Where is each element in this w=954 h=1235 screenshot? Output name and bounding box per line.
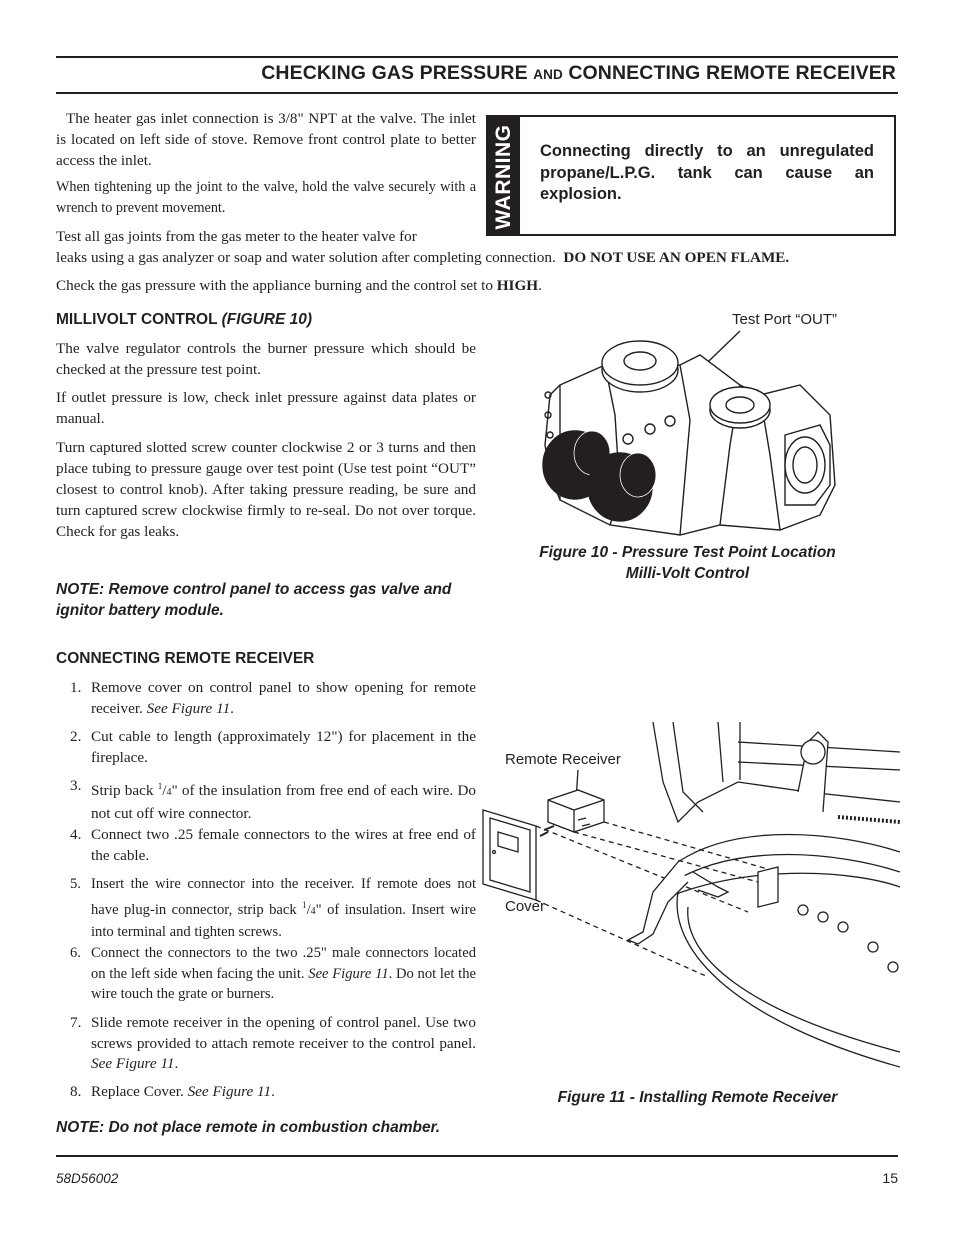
warning-tab [488, 117, 520, 234]
list-item: 6. Connect the connectors to the two .25" male connectors located on the left side when facing the unit. See Figure 11. Do not let the wire touch the grate or burners. [70, 945, 476, 1002]
doc-number: 58D56002 [56, 1171, 119, 1186]
list-item: 4. Connect two .25 female connectors to the wires at free end of the cable. [70, 826, 476, 864]
intro-paragraph-1: The heater gas inlet connection is 3/8" NPT at the valve. The inlet is located on left side of stove. Remove front control plate to better access the inlet. [56, 110, 476, 169]
gas-valve-illustration [530, 325, 870, 540]
list-item: 7. Slide remote receiver in the opening of control panel. Use two screws provided to attach remote receiver to the control panel. See Figure 11. [70, 1014, 476, 1072]
figure10-caption: Figure 10 - Pressure Test Point Location Milli-Volt Control [539, 544, 836, 582]
list-item: 2. Cut cable to length (approximately 12") for placement in the fireplace. [70, 728, 476, 766]
remote-receiver-label: Remote Receiver [505, 751, 621, 768]
list-item: 3. Strip back $^1$/4" of the insulation from free end of each wire. Do not cut off wire connector. [70, 777, 477, 822]
intro-paragraph-3-line1: Test all gas joints from the gas meter to the heater valve for [56, 228, 417, 245]
test-port-label: Test Port “OUT” [732, 311, 838, 328]
list-item: 8. Replace Cover. See Figure 11. [70, 1083, 275, 1100]
page-title: CHECKING GAS PRESSURE AND CONNECTING REMOTE RECEIVER [261, 62, 896, 84]
cover-label: Cover [505, 898, 546, 915]
warning-box [486, 115, 896, 236]
title-rule [56, 92, 898, 94]
stove-illustration [478, 722, 900, 1072]
intro-paragraph-3-line2: leaks using a gas analyzer or soap and water solution after completing connection. DO NOT USE AN OPEN FLAME. [56, 249, 790, 266]
millivolt-heading: MILLIVOLT CONTROL (FIGURE 10) [56, 311, 313, 328]
millivolt-paragraph-1: The valve regulator controls the burner pressure which should be checked at the pressure test point. [56, 340, 476, 378]
warning-label: WARNING [492, 124, 515, 230]
page-number: 15 [882, 1170, 898, 1186]
footer-rule [56, 1155, 898, 1157]
top-rule [56, 56, 898, 58]
millivolt-paragraph-3: Turn captured slotted screw counter clockwise 2 or 3 turns and then place tubing to pressure gauge over test point (Use test point “OUT” closest to control knob). After taking pressure reading, be sure and turn captured screw clockwise firmly to re-seal. Do not over torque. Check for gas leaks. [56, 439, 476, 540]
remote-heading: CONNECTING REMOTE RECEIVER [56, 650, 315, 667]
millivolt-paragraph-2: If outlet pressure is low, check inlet pressure against data plates or manual. [56, 389, 476, 427]
warning-text: Connecting directly to an unregulated propane/L.P.G. tank can cause an explosion. [540, 142, 874, 203]
figure11-caption: Figure 11 - Installing Remote Receiver [557, 1089, 838, 1106]
millivolt-note: NOTE: Remove control panel to access gas valve and ignitor battery module. [56, 581, 452, 619]
remote-note: NOTE: Do not place remote in combustion chamber. [56, 1119, 441, 1136]
list-item: 5. Insert the wire connector into the receiver. If remote does not have plug-in connector, strip back $^1$/4" of insulation. Insert wire into terminal and tighten screws. [70, 876, 476, 940]
list-item: 1. Remove cover on control panel to show opening for remote receiver. See Figure 11. [70, 679, 476, 717]
intro-paragraph-2: When tightening up the joint to the valve, hold the valve securely with a wrench to prevent movement. [56, 179, 476, 216]
intro-paragraph-4: Check the gas pressure with the appliance burning and the control set to HIGH. [56, 277, 542, 294]
